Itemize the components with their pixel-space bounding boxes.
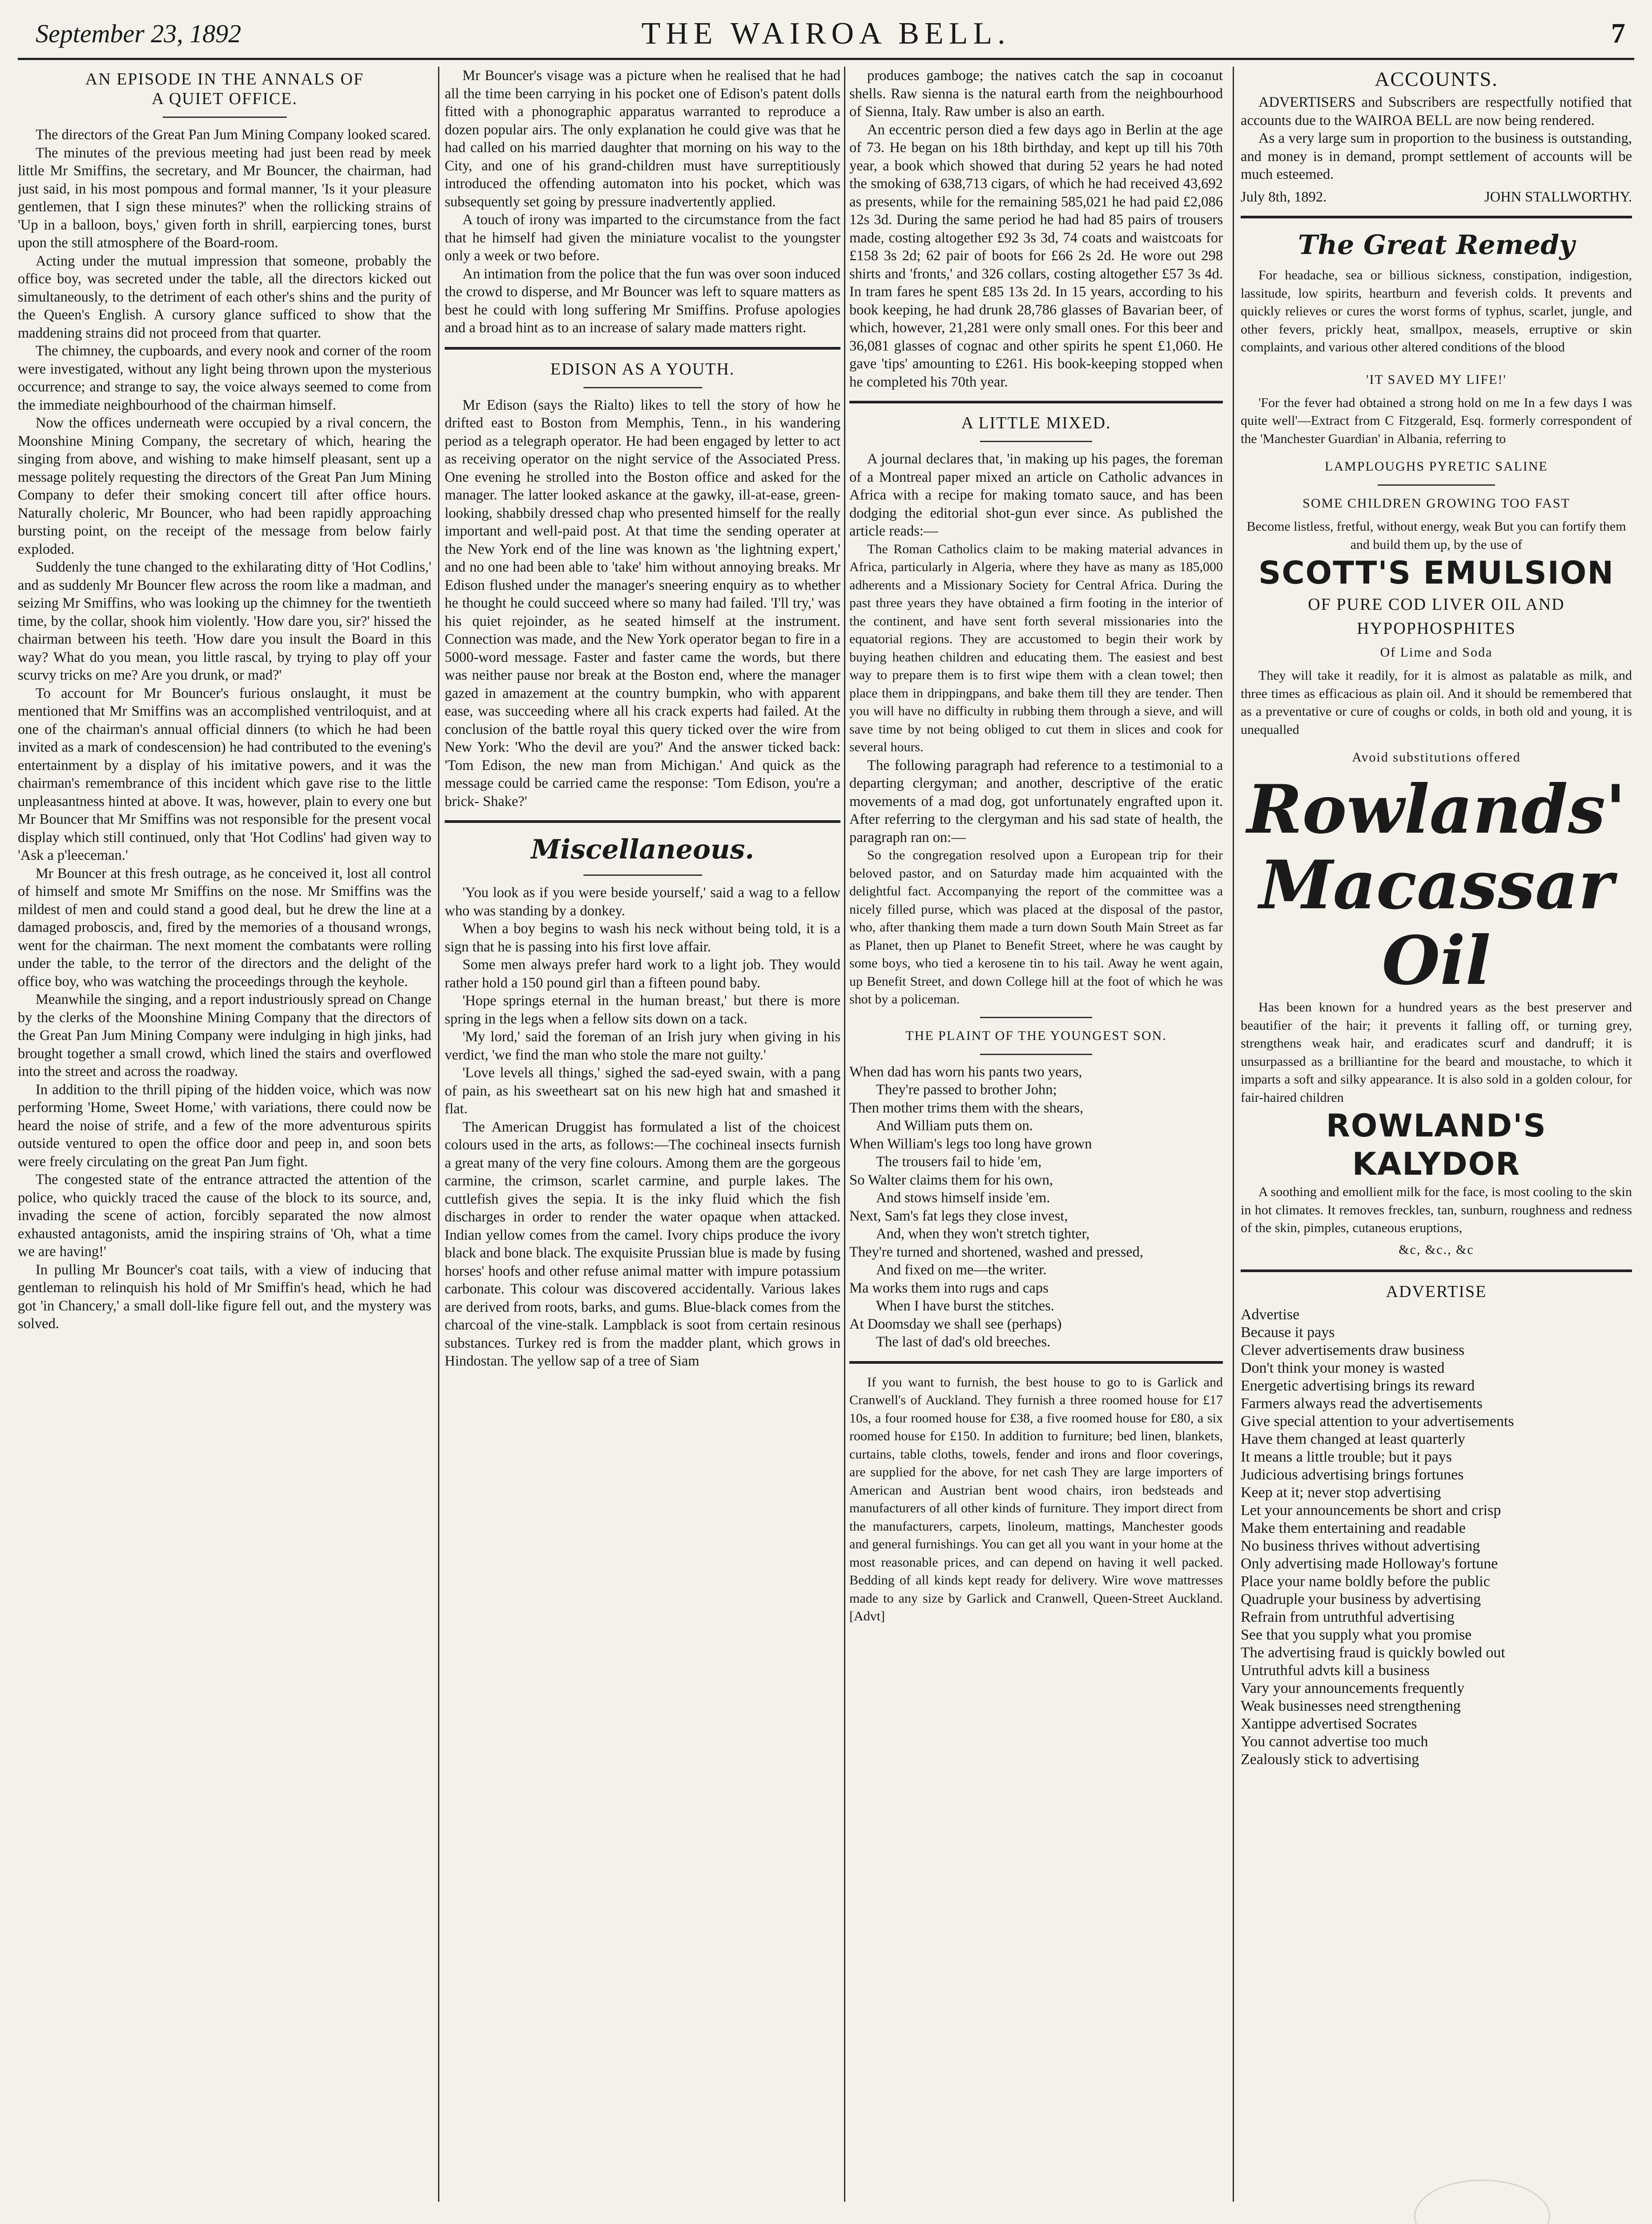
- remedy-advertisement: [1241, 228, 1632, 476]
- paragraph: The following paragraph had reference to a testimonial to a departing clergyman; and another, descriptive of the eratic movements of a mad dog, got unfortunately engrafted upon it. After referring to the clergyman and his sad state of health, the paragraph ran on:—: [849, 757, 1223, 846]
- advertise-line: Have them changed at least quarterly: [1241, 1430, 1466, 1447]
- ad-heading: SOME CHILDREN GROWING TOO FAST: [1302, 496, 1570, 511]
- poem: [849, 1063, 1223, 1351]
- section-title: ADVERTISE: [1386, 1282, 1487, 1301]
- paragraph: Mr Edison (says the Rialto) likes to tell the story of how he drifted east to Boston from Memphis, Tenn., in his wandering period as a telegraph operator. He had been engaged by letter to act as receiving operator on the night service of the Associated Press. One evening he strolled into the Boston office and asked for the manager. The latter looked askance at the gawky, ill-at-ease, green-looking, shabbily dressed chap who presented himself for the really important and well-paid post. At that time the sending operater at the New York end of the line was known as 'the lightning expert,' and no one had been able to 'take' him without annoying breaks. Mr Edison flushed under the manager's sneering enquiry as to whether he thought he could succeed where so many had failed. 'I'll try,' was his quiet rejoinder, as he seated himself at the instrument. Connection was made, and the New York operator began to fire in a 5000-word message. Faster and faster came the words, but there was neither pause nor break at the Boston end, where the manager gazed in amazement at the country bumpkin, who with apparent ease, was succeeding where all his crack experts had failed. At the conclusion of the battle royal this query ticked over the wire from New York: 'Who the devil are you?' And the answer ticked back: 'Tom Edison, the new man from Michigan.' And quick as the message could be carried came the response: 'Tom Edison, you're a brick- Shake?': [445, 397, 840, 810]
- column-rule: [438, 67, 439, 2202]
- advertise-line: Give special attention to your advertisements: [1241, 1413, 1514, 1430]
- paragraph: Now the offices underneath were occupied by a rival concern, the Moonshine Mining Company, the secretary of which, hearing the singing from above, and wishing to make himself pleasant, sent up a message politely requesting the directors of the Great Pan Jum Mining Company to defer their smoking concert till after office hours. Naturally choleric, Mr Bouncer, who had been rapidly approaching bursting point, on the receipt of the message from below fairly exploded.: [18, 415, 431, 557]
- paragraph: An intimation from the police that the fun was over soon induced the crowd to disperse, and Mr Bouncer was left to square matters as best he could with long suffering Mr Smiffins. Profuse apologies and a broad hint as to an increase of salary made matters right.: [445, 266, 840, 336]
- paragraph: So the congregation resolved upon a European trip for their beloved pastor, and on Saturday made him acquainted with the delightful fact. Accompanying the report of the committee was a nicely filled purse, which was placed at the disposal of the pastor, who, after thanking them made a turn down South Main Street as far as Planet, then up Planet to Benefit Street, where he was caught by some boys, who tied a kerosene tin to his tail. Away he went again, up Benefit Street, and down College hill at the foot of which he was shot by a policeman.: [849, 848, 1223, 1007]
- scotts-advertisement: [1241, 494, 1632, 767]
- paragraph: Some men always prefer hard work to a light job. They would rather hold a 150 pound girl than a fifteen pound baby.: [445, 957, 840, 991]
- paragraph: produces gamboge; the natives catch the sap in cocoanut shells. Raw sienna is the natural earth from the neighbourhood of Sienna, Italy. Raw umber is also an earth.: [849, 68, 1223, 120]
- divider: [583, 874, 702, 876]
- paragraph: In addition to the thrill piping of the hidden voice, which was now performing 'Home, Sweet Home,' with variations, there could now be heard the noise of strife, and a few of the more adventurous spirits outside ventured to open the office door and peep in, and soon bets were freely circulating on the great Pan Jum fight.: [18, 1081, 431, 1170]
- advertise-line: Make them entertaining and readable: [1241, 1519, 1466, 1536]
- ad-text: 'For the fever had obtained a strong hold on me In a few days I was quite well'—Extract from C Fitzgerald, Esq. formerly correspondent of the 'Manchester Guardian' in Albania, referring to: [1241, 395, 1632, 446]
- poem-title: THE PLAINT OF THE YOUNGEST SON.: [905, 1028, 1167, 1043]
- section-title: Miscellaneous.: [531, 834, 755, 865]
- advertise-line: Advertise: [1241, 1306, 1300, 1323]
- ad-text: For headache, sea or billious sickness, constipation, indigestion, lassitude, low spirits, heartburn and feverish colds. It prevents and quickly relieves or cures the worst forms of typhus, scarlet, jungle, and other fevers, prickly heat, smallpox, measels, erruptive or skin complaints, and various other altered conditions of the blood: [1241, 268, 1632, 355]
- advertise-line: Don't think your money is wasted: [1241, 1359, 1445, 1376]
- paragraph: To account for Mr Bouncer's furious onslaught, it must be mentioned that Mr Smiffins was an accomplished ventriloquist, and at one of the chairman's annual official dinners (to which he had been invited as a mark of condescension) he had contributed to the evening's entertainment by a display of his imitative powers, and it was the chairman's remembrance of this incident which gave rise to the little unpleasantness hinted at above. It was, however, plain to every one but Mr Bouncer that Mr Smiffins was not responsible for the present vocal display which still continued, only that 'Hot Codlins' had given way to 'Ask a p'leeceman.': [18, 685, 431, 863]
- paragraph: Suddenly the tune changed to the exhilarating ditty of 'Hot Codlins,' and as suddenly Mr Bouncer flew across the room like a madman, and seizing Mr Smiffins, who was looking up the chimney for the twentieth time, by the collar, shook him violently. 'How dare you, sir?' hissed the chairman between his teeth. 'How dare you insult the Board in this way? What do you mean, you little rascal, by trying to play off your scurvy tricks on me? Are you drunk, or mad?': [18, 559, 431, 683]
- advertise-line: The advertising fraud is quickly bowled out: [1241, 1644, 1505, 1661]
- advertise-line: Clever advertisements draw business: [1241, 1342, 1465, 1358]
- paragraph: When a boy begins to wash his neck without being told, it is a sign that he is passing into his first love affair.: [445, 921, 840, 955]
- article-title-line: A QUIET OFFICE.: [151, 89, 298, 108]
- rowlands-advertisement: [1241, 772, 1632, 1260]
- advertise-line: Xantippe advertised Socrates: [1241, 1715, 1417, 1732]
- advertise-line: No business thrives without advertising: [1241, 1537, 1480, 1554]
- article-title: [18, 69, 431, 109]
- section-divider: [1241, 1269, 1632, 1272]
- advertise-line: Untruthful advts kill a business: [1241, 1662, 1430, 1679]
- ad-title: Rowlands': [1246, 770, 1626, 849]
- paragraph: 'My lord,' said the foreman of an Irish jury when giving in his verdict, 'we find the man who stole the mare not guilty.': [445, 1029, 840, 1063]
- column-2: [445, 67, 840, 2197]
- divider: [980, 441, 1092, 442]
- poem-line: The last of dad's old breeches.: [876, 1334, 1051, 1350]
- column-4: [1241, 67, 1632, 2197]
- masthead: [18, 9, 1634, 60]
- advertise-line: Place your name boldly before the public: [1241, 1573, 1490, 1590]
- poem-line: Then mother trims them with the shears,: [849, 1100, 1084, 1116]
- section-divider: [849, 401, 1223, 403]
- advertise-line: It means a little trouble; but it pays: [1241, 1448, 1452, 1465]
- advertise-list: [1241, 1306, 1632, 1769]
- notice-text: As a very large sum in proportion to the business is outstanding, and money is in demand, prompt settlement of accounts will be much esteemed.: [1241, 130, 1632, 182]
- advertise-line: Zealously stick to advertising: [1241, 1751, 1419, 1768]
- divider: [1378, 484, 1495, 486]
- paragraph: Mr Bouncer's visage was a picture when he realised that he had all the time been carrying in his pocket one of Edison's patent dolls fitted with a phonographic apparatus warranted to reproduce a dozen popular airs. The only explanation he could give was that he had called on his married daughter that morning on his way to the City, and one of his grand-children must have surreptitiously introduced the offending automaton into his pocket, which was subsequently set going by pressure inadvertently applied.: [445, 68, 840, 210]
- paragraph: The congested state of the entrance attracted the attention of the police, who quickly traced the cause of the block to its source, and, invading the scene of action, forcibly separated the now almost exhausted antagonists, amid the inspiring strains of 'Oh, what a time we are having!': [18, 1172, 431, 1260]
- section-divider: [1241, 216, 1632, 218]
- advertise-line: Quadruple your business by advertising: [1241, 1591, 1481, 1608]
- poem-line: And fixed on me—the writer.: [876, 1262, 1047, 1278]
- paragraph: 'Love levels all things,' sighed the sad-eyed swain, with a pang of pain, as his sweetheart sat on his new high hat and smashed it flat.: [445, 1065, 840, 1117]
- paragraph: An eccentric person died a few days ago in Berlin at the age of 73. He began on his 18th birthday, and kept up till his 70th year, a book which showed that during 52 years he had noted the smoking of 638,713 cigars, of which he had received 43,692 as presents, while for the remaining 585,021 he had paid £2,086 12s 3d. During the same period he had had 85 pairs of trousers made, costing altogether £92 3s 3d, 74 coats and waistcoats for £158 3s 2d; 62 pair of boots for £66 2s 2d. He wore out 298 shirts and 'fronts,' and 326 collars, costing altogether £57 3s 4d. In tram fares he spent £85 13s 2d. In 15 years, according to his book keeping, he had drunk 28,786 glasses of Bavarian beer, of which, however, 21,281 were only small ones. For this beer and 36,081 glasses of cognac and other spirits he spent £1,060. He gave 'tips' amounting to £261. His book-keeping stopped when he completed his 70th year.: [849, 121, 1223, 390]
- paragraph: Meanwhile the singing, and a report industriously spread on Change by the clerks of the Moonshine Mining Company that the directors of the Great Pan Jum Mining Company were indulging in high jinks, had brought together a small crowd, which lined the stairs and overflowed into the street and across the roadway.: [18, 991, 431, 1080]
- advertise-line: Only advertising made Holloway's fortune: [1241, 1555, 1498, 1572]
- column-rule: [1233, 67, 1234, 2202]
- ad-heading: &c, &c., &c: [1399, 1242, 1474, 1257]
- advertise-line: You cannot advertise too much: [1241, 1733, 1428, 1750]
- ad-heading: OF PURE COD LIVER OIL AND: [1308, 595, 1565, 614]
- notice-signature: JOHN STALLWORTHY.: [1484, 189, 1632, 205]
- paragraph: 'You look as if you were beside yourself,' said a wag to a fellow who was standing by a donkey.: [445, 885, 840, 919]
- ad-heading: HYPOPHOSPHITES: [1357, 619, 1516, 638]
- divider: [980, 1054, 1092, 1055]
- ad-title: ROWLAND'S KALYDOR: [1326, 1108, 1547, 1182]
- advertise-section: [1241, 1282, 1632, 1769]
- poem-line: So Walter claims them for his own,: [849, 1172, 1053, 1188]
- poem-line: And stows himself inside 'em.: [876, 1190, 1050, 1206]
- page-number: 7: [1611, 17, 1625, 49]
- paragraph: A journal declares that, 'in making up his pages, the foreman of a Montreal paper mixed an article on Catholic advances in Africa with a recipe for making tomato sauce, and has been dodging the editorial shot-gun ever since. As published the article reads:—: [849, 451, 1223, 539]
- paragraph: The chimney, the cupboards, and every nook and corner of the room were investigated, without any light being thrown upon the mysterious occurrence; and strange to say, the voice always seemed to come from the immediate neighbourhood of the chairman himself.: [18, 343, 431, 413]
- ad-heading: LAMPLOUGHS PYRETIC SALINE: [1325, 459, 1548, 474]
- paragraph: 'Hope springs eternal in the human breast,' but there is more spring in the legs when a fellow sits down on a tack.: [445, 993, 840, 1027]
- column-3: [849, 67, 1223, 2197]
- section-divider: [849, 1361, 1223, 1364]
- advertise-line: Energetic advertising brings its reward: [1241, 1377, 1475, 1394]
- ad-heading: Avoid substitutions offered: [1352, 750, 1521, 765]
- ad-title: SCOTT'S EMULSION: [1258, 555, 1615, 591]
- section-divider: [445, 820, 840, 823]
- paragraph: Acting under the mutual impression that someone, probably the office boy, was secreted under the table, all the directors kicked out simultaneously, to the detriment of each other's shins and the purity of the Queen's English. A cursory glance sufficed to show that the maddening strains did not proceed from that quarter.: [18, 253, 431, 341]
- ad-title: Macassar Oil: [1259, 846, 1614, 1000]
- poem-line: When William's legs too long have grown: [849, 1136, 1092, 1152]
- paragraph: The minutes of the previous meeting had just been read by meek little Mr Smiffins, the secretary, and Mr Bouncer, the chairman, had just said, in his most pompous and formal manner, 'Is it your pleasure gentlemen, that I sign these minutes?' when the rollicking strains of 'Up in a balloon, boys,' given forth in shrill, earpiercing tones, burst upon the still atmosphere of the Board-room.: [18, 145, 431, 251]
- poem-line: And, when they won't stretch tighter,: [876, 1226, 1090, 1242]
- notice-signature-row: [1241, 188, 1632, 206]
- advertisement-text: If you want to furnish, the best house to go to is Garlick and Cranwell's of Auckland. They furnish a three roomed house for £17 10s, a four roomed house for £38, a five roomed house for £80, a six roomed house for £150. In addition to furniture; bed linen, blankets, curtains, table cloths, towels, fender and irons and floor coverings, are supplied for the above, for net cash They are large importers of American and Austrian bent wood chairs, iron bedsteads and manufacturers of all other kinds of furniture. They import direct from the manufacturers, carpets, linoleum, mattings, Manchester goods and general furnishings. You can get all you want in your home at the most reasonable prices, and can depend on having it well packed. Bedding of all kinds kept ready for delivery. Wire wove mattresses made to any size by Garlick and Cranwell, Queen-Street Auckland. [Advt]: [849, 1374, 1223, 1624]
- advertise-line: Keep at it; never stop advertising: [1241, 1484, 1441, 1501]
- divider: [583, 387, 702, 388]
- section-divider: [445, 347, 840, 350]
- advertise-line: Let your announcements be short and crisp: [1241, 1502, 1501, 1519]
- column-1: [18, 67, 431, 2197]
- poem-line: Next, Sam's fat legs they close invest,: [849, 1208, 1068, 1224]
- paragraph: The Roman Catholics claim to be making material advances in Africa, particularly in Algeria, where they have as many as 185,000 adherents and a Missionary Society for Central Africa. During the past three years they have obtained a firm footing in the interior of the continent, and have sent forth several missionaries into the equatorial regions. They are accustomed to begin their work by buying heathen children and educating them. The easiest and best way to prepare them is to first wipe them with a clean towel; then place them in drippingpans, and bake them till they are tender. Then you will have no difficulty in rubbing them through a sieve, and will save time by not being obliged to cut them in slices and cook for several hours.: [849, 541, 1223, 754]
- paragraph: A touch of irony was imparted to the circumstance from the fact that he himself had given the miniature vocalist to the youngster only a week or two before.: [445, 212, 840, 264]
- advertise-line: Judicious advertising brings fortunes: [1241, 1466, 1464, 1483]
- advertise-line: See that you supply what you promise: [1241, 1626, 1472, 1643]
- divider: [163, 117, 287, 118]
- advertise-line: Because it pays: [1241, 1324, 1335, 1341]
- divider: [980, 1017, 1092, 1018]
- article-title-line: AN EPISODE IN THE ANNALS OF: [85, 70, 364, 89]
- poem-line: At Doomsday we shall see (perhaps): [849, 1316, 1062, 1332]
- ad-text: Become listless, fretful, without energy, weak But you can fortify them and build them up, by the use of: [1246, 519, 1626, 552]
- section-title: ACCOUNTS.: [1375, 68, 1498, 90]
- poem-line: And William puts them on.: [876, 1118, 1033, 1134]
- advertise-line: Farmers always read the advertisements: [1241, 1395, 1483, 1412]
- poem-line: Ma works them into rugs and caps: [849, 1280, 1049, 1296]
- paragraph: The directors of the Great Pan Jum Mining Company looked scared.: [36, 127, 431, 143]
- ad-text: Has been known for a hundred years as the best preserver and beautifier of the hair; it prevents it falling off, or turning grey, strengthens weak hair, and eradicates scurf and dandruff; it is unsurpassed as a brilliantine for the beard and moustache, to which it imparts a soft and silky appearance. It is also sold in a golden colour, for fair-haired children: [1241, 1000, 1632, 1105]
- paragraph: Mr Bouncer at this fresh outrage, as he conceived it, lost all control of himself and smote Mr Smiffins on the nose. Mr Smiffins was the mildest of men and could stand a good deal, but he drew the line at a damaged proboscis, and, fired by the memories of a thousand wrongs, went for the chairman. The next moment the combatants were rolling under the table, to the terror of the directors and the delight of the office boy, who was watching the proceedings through the keyhole.: [18, 865, 431, 990]
- article-title: A LITTLE MIXED.: [961, 414, 1111, 432]
- ad-title: The Great Remedy: [1298, 230, 1575, 261]
- newspaper-title: THE WAIROA BELL.: [641, 16, 1011, 51]
- poem-line: When dad has worn his pants two years,: [849, 1064, 1082, 1080]
- advertise-line: Vary your announcements frequently: [1241, 1680, 1465, 1696]
- ad-text: A soothing and emollient milk for the face, is most cooling to the skin in hot climates. It removes freckles, tan, sunburn, roughness and redness of the skin, pimples, cutaneous eruptions,: [1241, 1185, 1632, 1235]
- notice-date: July 8th, 1892.: [1241, 189, 1327, 205]
- poem-line: When I have burst the stitches.: [876, 1298, 1054, 1314]
- issue-date: September 23, 1892: [36, 19, 241, 48]
- poem-line: They're passed to brother John;: [876, 1082, 1057, 1098]
- poem-line: They're turned and shortened, washed and pressed,: [849, 1244, 1144, 1260]
- paragraph: The American Druggist has formulated a list of the choicest colours used in the arts, as follows:—The cochineal insects furnish a great many of the very fine colours. Among them are the gorgeous carmine, the crimson, scarlet carmine, and purple lakes. The cuttlefish gives the sepia. It is the inky fluid which the fish discharges in order to render the water opaque when attacked. Indian yellow comes from the camel. Ivory chips produce the ivory black and bone black. The exquisite Prussian blue is made by fusing horses' hoofs and other refuse animal matter with impure potassium carbonate. This colour was discovered accidentally. Various lakes are derived from roots, barks, and gums. Blue-black comes from the charcoal of the vine-stalk. Lampblack is soot from certain resinous substances. Turkey red is from the madder plant, which grows in Hindostan. The yellow sap of a tree of Siam: [445, 1119, 840, 1369]
- ad-heading: 'IT SAVED MY LIFE!': [1366, 372, 1507, 387]
- column-rule: [844, 67, 845, 2202]
- poem-line: The trousers fail to hide 'em,: [876, 1154, 1042, 1170]
- article-title: EDISON AS A YOUTH.: [550, 359, 735, 379]
- notice-text: ADVERTISERS and Subscribers are respectfully notified that accounts due to the WAIROA BELL are now being rendered.: [1241, 94, 1632, 129]
- paragraph: In pulling Mr Bouncer's coat tails, with a view of inducing that gentleman to relinquish his hold of Mr Smiffin's head, which he had got 'in Chancery,' a small doll-like figure fell out, and the mystery was solved.: [18, 1261, 431, 1332]
- ad-text: They will take it readily, for it is almost as palatable as milk, and three times as efficacious as plain oil. And it should be remembered that as a preventative or cure of coughs or colds, in both old and young, it is unequalled: [1241, 668, 1632, 737]
- advertise-line: Refrain from untruthful advertising: [1241, 1608, 1455, 1625]
- advertise-line: Weak businesses need strengthening: [1241, 1697, 1461, 1714]
- ad-heading: Of Lime and Soda: [1380, 645, 1493, 660]
